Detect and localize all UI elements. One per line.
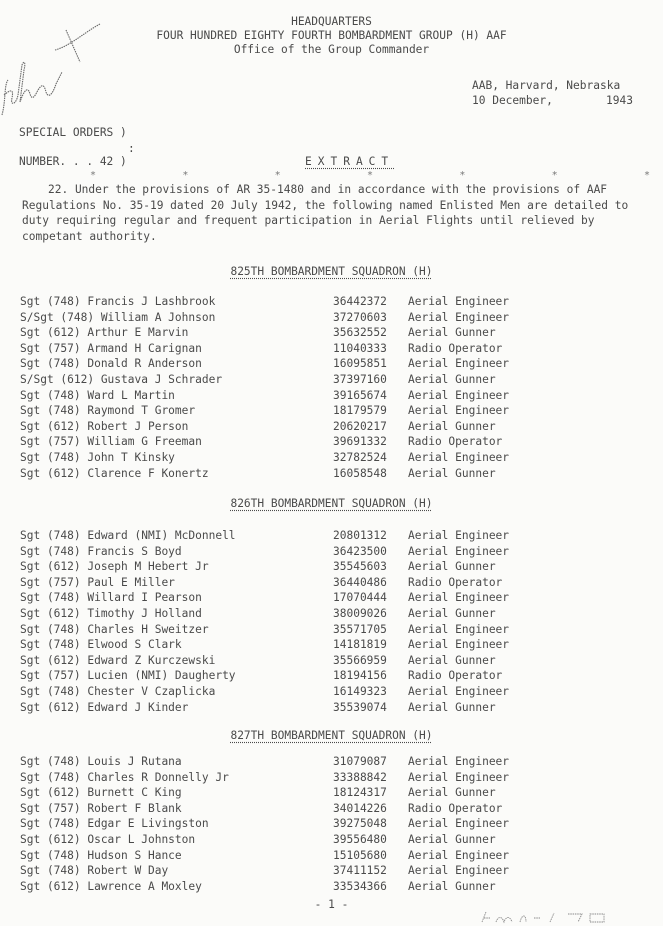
roster-row <box>20 590 540 606</box>
squadron-827-roster <box>20 754 540 894</box>
member-name: Sgt (757) Armand H Carignan <box>20 341 202 355</box>
roster-row <box>20 419 540 435</box>
duty-assignment: Aerial Engineer <box>408 310 510 324</box>
duty-assignment: Aerial Engineer <box>408 848 510 862</box>
roster-row <box>20 770 540 786</box>
roster-row <box>20 785 540 801</box>
member-name: Sgt (748) Charles H Sweitzer <box>20 622 209 636</box>
star: * <box>274 170 281 181</box>
squadron-825-roster <box>20 294 540 481</box>
duty-assignment: Aerial Engineer <box>408 638 510 652</box>
duty-assignment: Radio Operator <box>408 801 503 815</box>
member-name: Sgt (748) Louis J Rutana <box>20 755 182 768</box>
roster-row <box>20 403 540 419</box>
squadron-827-title: 827TH BOMBARDMENT SQUADRON (H) <box>230 729 433 742</box>
member-name: Sgt (612) Lawrence A Moxley <box>20 879 202 893</box>
roster-row <box>20 668 540 684</box>
duty-assignment: Aerial Engineer <box>408 591 510 605</box>
serial-number: 16058548 <box>333 466 387 480</box>
duty-assignment: Aerial Engineer <box>408 770 510 784</box>
member-name: Sgt (748) Elwood S Clark <box>20 638 182 652</box>
duty-assignment: Aerial Engineer <box>408 357 510 371</box>
roster-row <box>20 879 540 895</box>
duty-assignment: Aerial Gunner <box>408 419 496 433</box>
member-name: Sgt (612) Oscar L Johnston <box>20 832 196 846</box>
roster-row <box>20 356 540 372</box>
star: * <box>643 170 650 181</box>
roster-row <box>20 637 540 653</box>
order-paragraph: 22. Under the provisions of AR 35-1480 and in accordance with the provisions of AAF Regulations No. 35-19 dated 20 July 1942, the following named Enlisted Men are detailed to duty requiring regular and frequent participation in Aerial Flights until relieved by competant authority. <box>22 183 629 243</box>
star: * <box>90 170 97 181</box>
page-number: - 1 - <box>314 898 349 911</box>
squadron-825-title: 825TH BOMBARDMENT SQUADRON (H) <box>230 265 433 278</box>
serial-number: 11040333 <box>333 341 387 355</box>
date-year: 1943 <box>606 94 633 107</box>
serial-number: 18194156 <box>333 669 387 683</box>
squadron-826-roster <box>20 528 540 715</box>
serial-number: 36442372 <box>333 295 387 308</box>
duty-assignment: Aerial Gunner <box>408 372 496 386</box>
serial-number: 35632552 <box>333 326 387 340</box>
roster-row <box>20 863 540 879</box>
member-name: Sgt (612) Edward Z Kurczewski <box>20 653 216 667</box>
roster-row <box>20 544 540 560</box>
member-name: Sgt (748) Hudson S Hance <box>20 848 182 862</box>
member-name: S/Sgt (748) William A Johnson <box>20 310 216 324</box>
member-name: Sgt (748) Francis J Lashbrook <box>20 295 216 308</box>
member-name: Sgt (612) Clarence F Konertz <box>20 466 209 480</box>
serial-number: 36440486 <box>333 575 387 589</box>
serial-number: 35571705 <box>333 622 387 636</box>
serial-number: 36423500 <box>333 544 387 558</box>
roster-row <box>20 325 540 341</box>
duty-assignment: Radio Operator <box>408 341 503 355</box>
serial-number: 32782524 <box>333 450 387 464</box>
roster-row <box>20 294 540 310</box>
member-name: Sgt (748) Willard I Pearson <box>20 591 202 605</box>
serial-number: 16149323 <box>333 684 387 698</box>
roster-row <box>20 801 540 817</box>
serial-number: 37270603 <box>333 310 387 324</box>
member-name: Sgt (748) Donald R Anderson <box>20 357 202 371</box>
member-name: Sgt (748) Edward (NMI) McDonnell <box>20 529 236 542</box>
duty-assignment: Aerial Gunner <box>408 466 496 480</box>
member-name: Sgt (748) Francis S Boyd <box>20 544 182 558</box>
serial-number: 35545603 <box>333 560 387 574</box>
serial-number: 20801312 <box>333 529 387 542</box>
member-name: Sgt (748) Edgar E Livingston <box>20 817 209 831</box>
member-name: Sgt (612) Arthur E Marvin <box>20 326 189 340</box>
duty-assignment: Aerial Gunner <box>408 832 496 846</box>
order-number: NUMBER. . . 42 ) <box>19 155 127 168</box>
serial-number: 17070444 <box>333 591 387 605</box>
member-name: Sgt (748) Robert W Day <box>20 864 169 878</box>
duty-assignment: Aerial Engineer <box>408 450 510 464</box>
member-name: Sgt (748) John T Kinsky <box>20 450 175 464</box>
serial-number: 33534366 <box>333 879 387 893</box>
handwritten-note <box>478 910 628 926</box>
member-name: Sgt (748) Chester V Czaplicka <box>20 684 216 698</box>
date-day-month: 10 December, <box>472 94 553 107</box>
member-name: Sgt (612) Edward J Kinder <box>20 700 189 714</box>
duty-assignment: Aerial Engineer <box>408 404 510 418</box>
serial-number: 18179579 <box>333 404 387 418</box>
member-name: Sgt (757) Paul E Miller <box>20 575 175 589</box>
member-name: Sgt (757) Robert F Blank <box>20 801 182 815</box>
roster-row <box>20 700 540 716</box>
member-name: Sgt (748) Raymond T Gromer <box>20 404 196 418</box>
member-name: Sgt (757) Lucien (NMI) Daugherty <box>20 669 236 683</box>
member-name: Sgt (757) William G Freeman <box>20 435 202 449</box>
duty-assignment: Aerial Gunner <box>408 560 496 574</box>
serial-number: 35539074 <box>333 700 387 714</box>
serial-number: 39556480 <box>333 832 387 846</box>
serial-number: 31079087 <box>333 755 387 768</box>
serial-number: 37411152 <box>333 864 387 878</box>
roster-row <box>20 372 540 388</box>
serial-number: 39165674 <box>333 388 387 402</box>
roster-row <box>20 450 540 466</box>
duty-assignment: Aerial Engineer <box>408 295 510 308</box>
serial-number: 39691332 <box>333 435 387 449</box>
roster-row <box>20 434 540 450</box>
roster-row <box>20 848 540 864</box>
roster-row <box>20 606 540 622</box>
separator-stars <box>90 170 650 181</box>
group-title: FOUR HUNDRED EIGHTY FOURTH BOMBARDMENT GROUP (H) AAF <box>156 29 507 42</box>
member-name: Sgt (612) Robert J Person <box>20 419 189 433</box>
duty-assignment: Radio Operator <box>408 575 503 589</box>
roster-row <box>20 622 540 638</box>
member-name: Sgt (748) Ward L Martin <box>20 388 175 402</box>
star: * <box>459 170 466 181</box>
duty-assignment: Aerial Engineer <box>408 529 510 542</box>
duty-assignment: Aerial Engineer <box>408 864 510 878</box>
serial-number: 15105680 <box>333 848 387 862</box>
duty-assignment: Radio Operator <box>408 435 503 449</box>
duty-assignment: Radio Operator <box>408 669 503 683</box>
roster-row <box>20 575 540 591</box>
serial-number: 33388842 <box>333 770 387 784</box>
serial-number: 34014226 <box>333 801 387 815</box>
roster-row <box>20 388 540 404</box>
roster-row <box>20 528 540 544</box>
location: AAB, Harvard, Nebraska <box>472 79 621 92</box>
serial-number: 35566959 <box>333 653 387 667</box>
special-orders-label: SPECIAL ORDERS ) <box>19 126 127 139</box>
hq-title: HEADQUARTERS <box>291 15 372 28</box>
squadron-826-title: 826TH BOMBARDMENT SQUADRON (H) <box>230 497 433 510</box>
member-name: Sgt (612) Timothy J Holland <box>20 606 202 620</box>
serial-number: 14181819 <box>333 638 387 652</box>
serial-number: 39275048 <box>333 817 387 831</box>
duty-assignment: Aerial Gunner <box>408 606 496 620</box>
star: * <box>366 170 374 181</box>
duty-assignment: Aerial Engineer <box>408 622 510 636</box>
duty-assignment: Aerial Gunner <box>408 879 496 893</box>
member-name: Sgt (748) Charles R Donnelly Jr <box>20 770 229 784</box>
duty-assignment: Aerial Gunner <box>408 700 496 714</box>
duty-assignment: Aerial Gunner <box>408 786 496 800</box>
roster-row <box>20 559 540 575</box>
roster-row <box>20 310 540 326</box>
roster-row <box>20 816 540 832</box>
member-name: Sgt (612) Joseph M Hebert Jr <box>20 560 209 574</box>
roster-row <box>20 684 540 700</box>
duty-assignment: Aerial Engineer <box>408 388 510 402</box>
serial-number: 20620217 <box>333 419 387 433</box>
star: * <box>551 170 558 181</box>
serial-number: 37397160 <box>333 372 387 386</box>
serial-number: 18124317 <box>333 786 387 800</box>
roster-row <box>20 754 540 770</box>
star: * <box>182 170 189 181</box>
extract-title: EXTRACT <box>305 155 395 168</box>
roster-row <box>20 466 540 482</box>
duty-assignment: Aerial Gunner <box>408 326 496 340</box>
duty-assignment: Aerial Engineer <box>408 817 510 831</box>
duty-assignment: Aerial Engineer <box>408 544 510 558</box>
office-title: Office of the Group Commander <box>233 43 430 56</box>
duty-assignment: Aerial Engineer <box>408 755 510 768</box>
roster-row <box>20 832 540 848</box>
roster-row <box>20 653 540 669</box>
duty-assignment: Aerial Gunner <box>408 653 496 667</box>
roster-row <box>20 341 540 357</box>
special-orders-colon: : <box>128 142 135 155</box>
serial-number: 38009026 <box>333 606 387 620</box>
member-name: Sgt (612) Burnett C King <box>20 786 182 800</box>
serial-number: 16095851 <box>333 357 387 371</box>
member-name: S/Sgt (612) Gustava J Schrader <box>20 372 223 386</box>
duty-assignment: Aerial Engineer <box>408 684 510 698</box>
